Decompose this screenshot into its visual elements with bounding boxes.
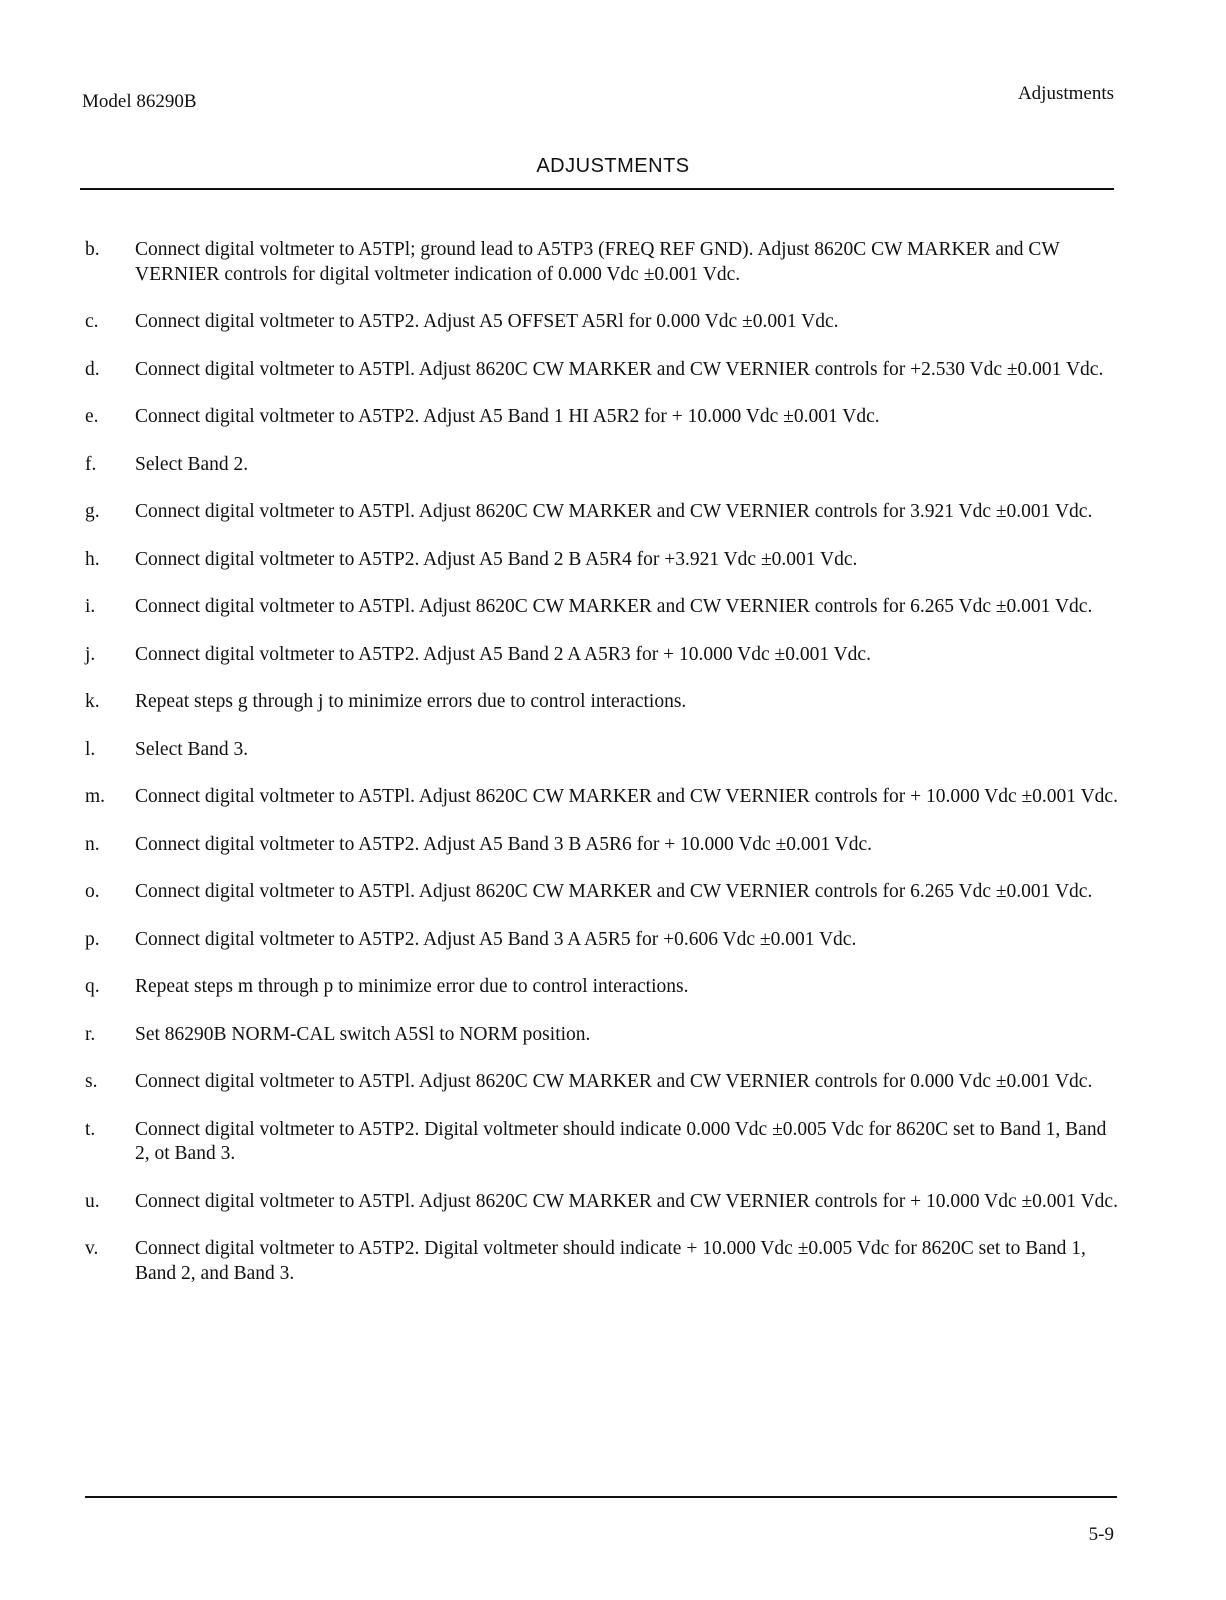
step-text: Connect digital voltmeter to A5TP2. Adjust A5 Band 2 A A5R3 for + 10.000 Vdc ±0.001 Vdc. bbox=[135, 643, 871, 665]
step-t bbox=[85, 1118, 1125, 1167]
step-p bbox=[85, 928, 1125, 953]
step-text: Connect digital voltmeter to A5TPl. Adjust 8620C CW MARKER and CW VERNIER controls for +2.530 Vdc ±0.001 Vdc. bbox=[135, 358, 1104, 380]
step-letter: k. bbox=[85, 691, 100, 712]
step-text: Connect digital voltmeter to A5TP2. Digital voltmeter should indicate 0.000 Vdc ±0.005 Vdc for 8620C set to Band 1, Band 2, ot Band 3. bbox=[135, 1118, 1107, 1164]
step-l bbox=[85, 738, 1125, 763]
step-letter: r. bbox=[85, 1023, 96, 1045]
step-j bbox=[85, 643, 1125, 668]
step-text: Repeat steps g through j to minimize errors due to control interactions. bbox=[135, 691, 687, 712]
step-letter: u. bbox=[85, 1190, 100, 1212]
step-letter: t. bbox=[85, 1118, 96, 1140]
step-m bbox=[85, 785, 1125, 810]
header-section: Adjustments bbox=[1017, 83, 1114, 104]
step-letter: e. bbox=[85, 406, 99, 427]
step-text: Connect digital voltmeter to A5TPl. Adjust 8620C CW MARKER and CW VERNIER controls for 0.000 Vdc ±0.001 Vdc. bbox=[135, 1071, 1093, 1092]
step-letter: b. bbox=[85, 239, 100, 260]
step-u bbox=[85, 1190, 1125, 1215]
step-text: Connect digital voltmeter to A5TP2. Adjust A5 OFFSET A5Rl for 0.000 Vdc ±0.001 Vdc. bbox=[135, 311, 839, 332]
step-text: Connect digital voltmeter to A5TP2. Adjust A5 Band 3 A A5R5 for +0.606 Vdc ±0.001 Vdc. bbox=[135, 928, 857, 950]
step-letter: p. bbox=[85, 928, 100, 950]
step-letter: v. bbox=[85, 1238, 99, 1259]
step-r bbox=[85, 1023, 1125, 1048]
step-b bbox=[85, 238, 1125, 287]
step-letter: d. bbox=[85, 358, 100, 380]
step-g bbox=[85, 500, 1125, 525]
step-f bbox=[85, 453, 1125, 478]
step-letter: i. bbox=[85, 596, 96, 617]
adjustment-steps bbox=[85, 238, 1125, 1309]
step-text: Set 86290B NORM-CAL switch A5Sl to NORM position. bbox=[135, 1023, 591, 1045]
step-letter: g. bbox=[85, 501, 100, 522]
top-divider bbox=[80, 188, 1114, 190]
step-n bbox=[85, 833, 1125, 858]
step-text: Connect digital voltmeter to A5TPl. Adjust 8620C CW MARKER and CW VERNIER controls for 6.265 Vdc ±0.001 Vdc. bbox=[135, 596, 1093, 617]
step-o bbox=[85, 880, 1125, 905]
step-text: Select Band 3. bbox=[135, 738, 249, 760]
step-text: Connect digital voltmeter to A5TP2. Digital voltmeter should indicate + 10.000 Vdc ±0.005 Vdc for 8620C set to Band 1, Band 2, and Band 3. bbox=[135, 1238, 1086, 1284]
step-letter: h. bbox=[85, 548, 100, 570]
step-v bbox=[85, 1237, 1125, 1286]
step-h bbox=[85, 548, 1125, 573]
step-text: Repeat steps m through p to minimize error due to control interactions. bbox=[135, 976, 689, 997]
step-e bbox=[85, 405, 1125, 430]
step-text: Select Band 2. bbox=[135, 453, 249, 475]
step-text: Connect digital voltmeter to A5TPl; ground lead to A5TP3 (FREQ REF GND). Adjust 8620C CW MARKER and CW VERNIER controls for digital voltmeter indication of 0.000 Vdc ±0.001 Vdc. bbox=[135, 239, 1060, 285]
step-letter: j. bbox=[85, 643, 96, 665]
step-letter: l. bbox=[85, 738, 96, 760]
step-d bbox=[85, 358, 1125, 383]
step-text: Connect digital voltmeter to A5TP2. Adjust A5 Band 1 HI A5R2 for + 10.000 Vdc ±0.001 Vdc. bbox=[135, 406, 880, 427]
page-number: 5-9 bbox=[1088, 1524, 1114, 1545]
bottom-divider bbox=[85, 1496, 1117, 1498]
step-s bbox=[85, 1070, 1125, 1095]
step-c bbox=[85, 310, 1125, 335]
step-letter: m. bbox=[85, 786, 106, 807]
step-text: Connect digital voltmeter to A5TP2. Adjust A5 Band 2 B A5R4 for +3.921 Vdc ±0.001 Vdc. bbox=[135, 548, 858, 570]
step-letter: q. bbox=[85, 976, 100, 997]
header-model: Model 86290B bbox=[82, 91, 197, 112]
step-q bbox=[85, 975, 1125, 1000]
step-text: Connect digital voltmeter to A5TPl. Adjust 8620C CW MARKER and CW VERNIER controls for 3.921 Vdc ±0.001 Vdc. bbox=[135, 501, 1093, 522]
step-text: Connect digital voltmeter to A5TPl. Adjust 8620C CW MARKER and CW VERNIER controls for + 10.000 Vdc ±0.001 Vdc. bbox=[135, 1190, 1118, 1212]
step-letter: c. bbox=[85, 311, 99, 332]
step-text: Connect digital voltmeter to A5TPl. Adjust 8620C CW MARKER and CW VERNIER controls for 6.265 Vdc ±0.001 Vdc. bbox=[135, 881, 1093, 902]
step-k bbox=[85, 690, 1125, 715]
step-letter: f. bbox=[85, 453, 97, 475]
step-letter: s. bbox=[85, 1071, 98, 1092]
step-letter: o. bbox=[85, 881, 100, 902]
step-text: Connect digital voltmeter to A5TP2. Adjust A5 Band 3 B A5R6 for + 10.000 Vdc ±0.001 Vdc. bbox=[135, 833, 873, 855]
page-title: ADJUSTMENTS bbox=[536, 155, 690, 177]
step-i bbox=[85, 595, 1125, 620]
step-text: Connect digital voltmeter to A5TPl. Adjust 8620C CW MARKER and CW VERNIER controls for + 10.000 Vdc ±0.001 Vdc. bbox=[135, 786, 1118, 807]
step-letter: n. bbox=[85, 833, 100, 855]
